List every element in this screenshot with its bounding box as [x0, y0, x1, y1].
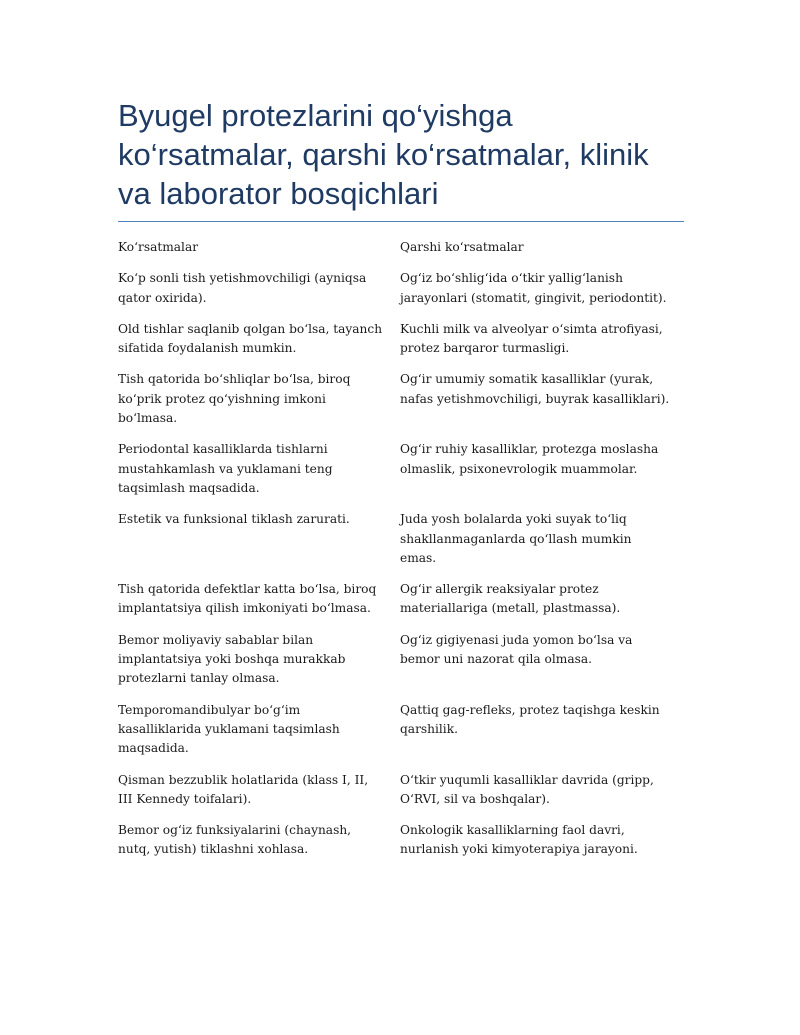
indication-cell: Old tishlar saqlanib qolgan bo‘lsa, tayanch sifatida foydalanish mumkin.	[118, 321, 383, 356]
indication-cell: Temporomandibulyar bo‘g‘im kasalliklarida yuklamani taqsimlash maqsadida.	[118, 702, 340, 756]
contraindication-cell: Og‘ir umumiy somatik kasalliklar (yurak, nafas yetishmovchiligi, buyrak kasalliklari).	[400, 372, 670, 406]
indication-cell: Periodontal kasalliklarda tishlarni mustahkamlash va yuklamani teng taqsimlash maqsadida.	[118, 442, 333, 495]
contraindication-cell: Onkologik kasalliklarning faol davri, nurlanish yoki kimyoterapiya jarayoni.	[400, 823, 638, 857]
indication-cell: Qisman bezzublik holatlarida (klass I, II, III Kennedy toifalari).	[118, 772, 369, 806]
document-page	[118, 96, 684, 872]
contraindication-cell: Og‘iz bo‘shlig‘ida o‘tkir yallig‘lanish jarayonlari (stomatit, gingivit, periodontit).	[400, 271, 667, 305]
contraindication-cell: Qattiq gag-refleks, protez taqishga keskin qarshilik.	[400, 702, 660, 736]
contraindication-cell: O‘tkir yuqumli kasalliklar davrida (gripp, O‘RVI, sil va boshqalar).	[400, 772, 654, 806]
indication-cell: Tish qatorida bo‘shliqlar bo‘lsa, biroq ko‘prik protez qo‘yishning imkoni bo‘lmasa.	[118, 372, 351, 426]
contraindication-cell: Og‘iz gigiyenasi juda yomon bo‘lsa va bemor uni nazorat qila olmasa.	[400, 632, 633, 667]
document-title: Byugel protezlarini qo‘yishga ko‘rsatmalar, qarshi ko‘rsatmalar, klinik va laborator bosqichlari	[118, 98, 649, 211]
indication-cell: Bemor og‘iz funksiyalarini (chaynash, nutq, yutish) tiklashni xohlasa.	[118, 823, 352, 857]
header-indications: Ko‘rsatmalar	[118, 240, 199, 254]
indication-cell: Tish qatorida defektlar katta bo‘lsa, biroq implantatsiya qilish imkoniyati bo‘lmasa.	[118, 582, 377, 616]
title-divider	[118, 221, 684, 222]
contraindication-cell: Juda yosh bolalarda yoki suyak to‘liq shakllanmaganlarda qo‘llash mumkin emas.	[400, 512, 632, 565]
contraindication-cell: Kuchli milk va alveolyar o‘simta atrofiyasi, protez barqaror turmasligi.	[400, 321, 663, 356]
indication-cell: Estetik va funksional tiklash zarurati.	[118, 512, 350, 527]
contraindication-cell: Og‘ir allergik reaksiyalar protez materiallariga (metall, plastmassa).	[400, 582, 621, 616]
indications-table	[118, 238, 684, 872]
header-contraindications: Qarshi ko‘rsatmalar	[400, 240, 524, 254]
indication-cell: Ko‘p sonli tish yetishmovchiligi (ayniqsa qator oxirida).	[118, 271, 367, 305]
indication-cell: Bemor moliyaviy sabablar bilan implantatsiya yoki boshqa murakkab protezlarni tanlay olmasa.	[118, 632, 346, 686]
contraindication-cell: Og‘ir ruhiy kasalliklar, protezga moslasha olmaslik, psixonevrologik muammolar.	[400, 442, 659, 476]
